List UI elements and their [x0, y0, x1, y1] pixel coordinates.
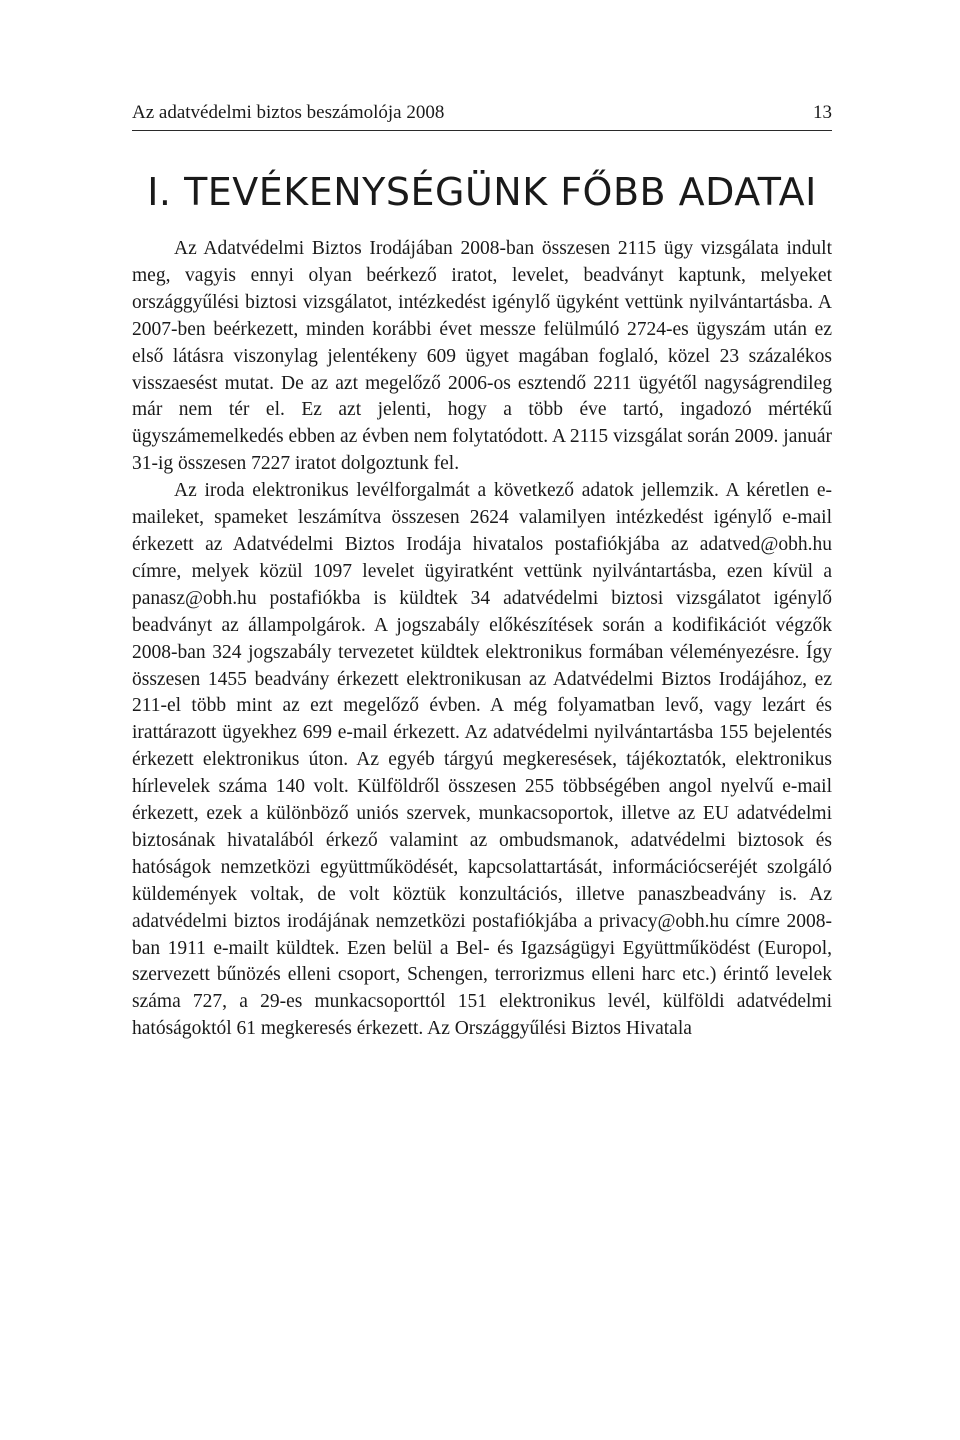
- paragraph-activity-summary: Az Adatvédelmi Biztos Irodájában 2008-ban összesen 2115 ügy vizsgálata indult meg, vagyis ennyi olyan beérkező iratot, levelet, beadványt kaptunk, melyeket országgyűlési biztosi vizsgálatot, intézkedést igénylő ügyként vettünk nyilvántartásba. A 2007-ben beérkezett, minden korábbi évet messze felülmúló 2724-es ügyszám után ez első látásra viszonylag jelentékeny 609 ügyet magában foglaló, közel 23 százalékos visszaesést mutat. De az azt megelőző 2006-os esztendő 2211 ügyétől nagyságrendileg már nem tér el. Ez azt jelenti, hogy a több éve tartó, ingadozó mértékű ügyszámemelkedés ebben az évben nem folytatódott. A 2115 vizsgálat során 2009. január 31-ig összesen 7227 iratot dolgoztunk fel.: [132, 238, 832, 475]
- running-header-title: Az adatvédelmi biztos beszámolója 2008: [132, 102, 445, 123]
- page-number: 13: [813, 102, 832, 123]
- body-text: [132, 236, 832, 1043]
- chapter-title: I. TEVÉKENYSÉGÜNK FŐBB ADATAI: [147, 170, 817, 214]
- running-header: [132, 100, 832, 131]
- paragraph-email-traffic: Az iroda elektronikus levélforgalmát a következő adatok jellemzik. A kéretlen e-maileket, spameket leszámítva összesen 2624 valamilyen intézkedést igénylő e-mail érkezett az Adatvédelmi Biztos Irodája hivatalos postafiókjába az adatved@obh.hu címre, melyek közül 1097 levelet ügyiratként vettünk nyilvántartásba, ezen kívül a panasz@obh.hu postafiókba is küldtek 34 adatvédelmi biztosi vizsgálatot igénylő beadványt az állampolgárok. A jogszabály előkészítések során a kodifikációt végzők 2008-ban 324 jogszabály tervezetet küldtek elektronikus formában véleményezésre. Így összesen 1455 beadvány érkezett elektronikusan az Adatvédelmi Biztos Irodájához, ez 211-el több mint az ezt megelőző évben. A még folyamatban levő, vagy lezárt és irattárazott ügyekhez 699 e-mail érkezett. Az adatvédelmi nyilvántartásba 155 bejelentés érkezett elektronikus úton. Az egyéb tárgyú megkeresések, tájékoztatók, elektronikus hírlevelek száma 140 volt. Külföldről összesen 255 többségében angol nyelvű e-mail érkezett, ezek a különböző uniós szervek, munkacsoportok, illetve az EU adatvédelmi biztosának hivatalából érkező valamint az ombudsmanok, adatvédelmi biztosok és hatóságok nemzetközi együttműködését, kapcsolattartását, információcseréjét szolgáló küldemények voltak, de volt köztük konzultációs, illetve panaszbeadvány is. Az adatvédelmi biztos irodájának nemzetközi postafiókjába a privacy@obh.hu címre 2008-ban 1911 e-mailt küldtek. Ezen belül a Bel- és Igazságügyi Együttműködést (Europol, szervezett bűnözés elleni csoport, Schengen, terrorizmus elleni harc etc.) érintő levelek száma 727, a 29-es munkacsoporttól 151 elektronikus levél, külföldi adatvédelmi hatóságoktól 61 megkeresés érkezett. Az Országgyűlési Biztos Hivatala: [132, 480, 832, 1040]
